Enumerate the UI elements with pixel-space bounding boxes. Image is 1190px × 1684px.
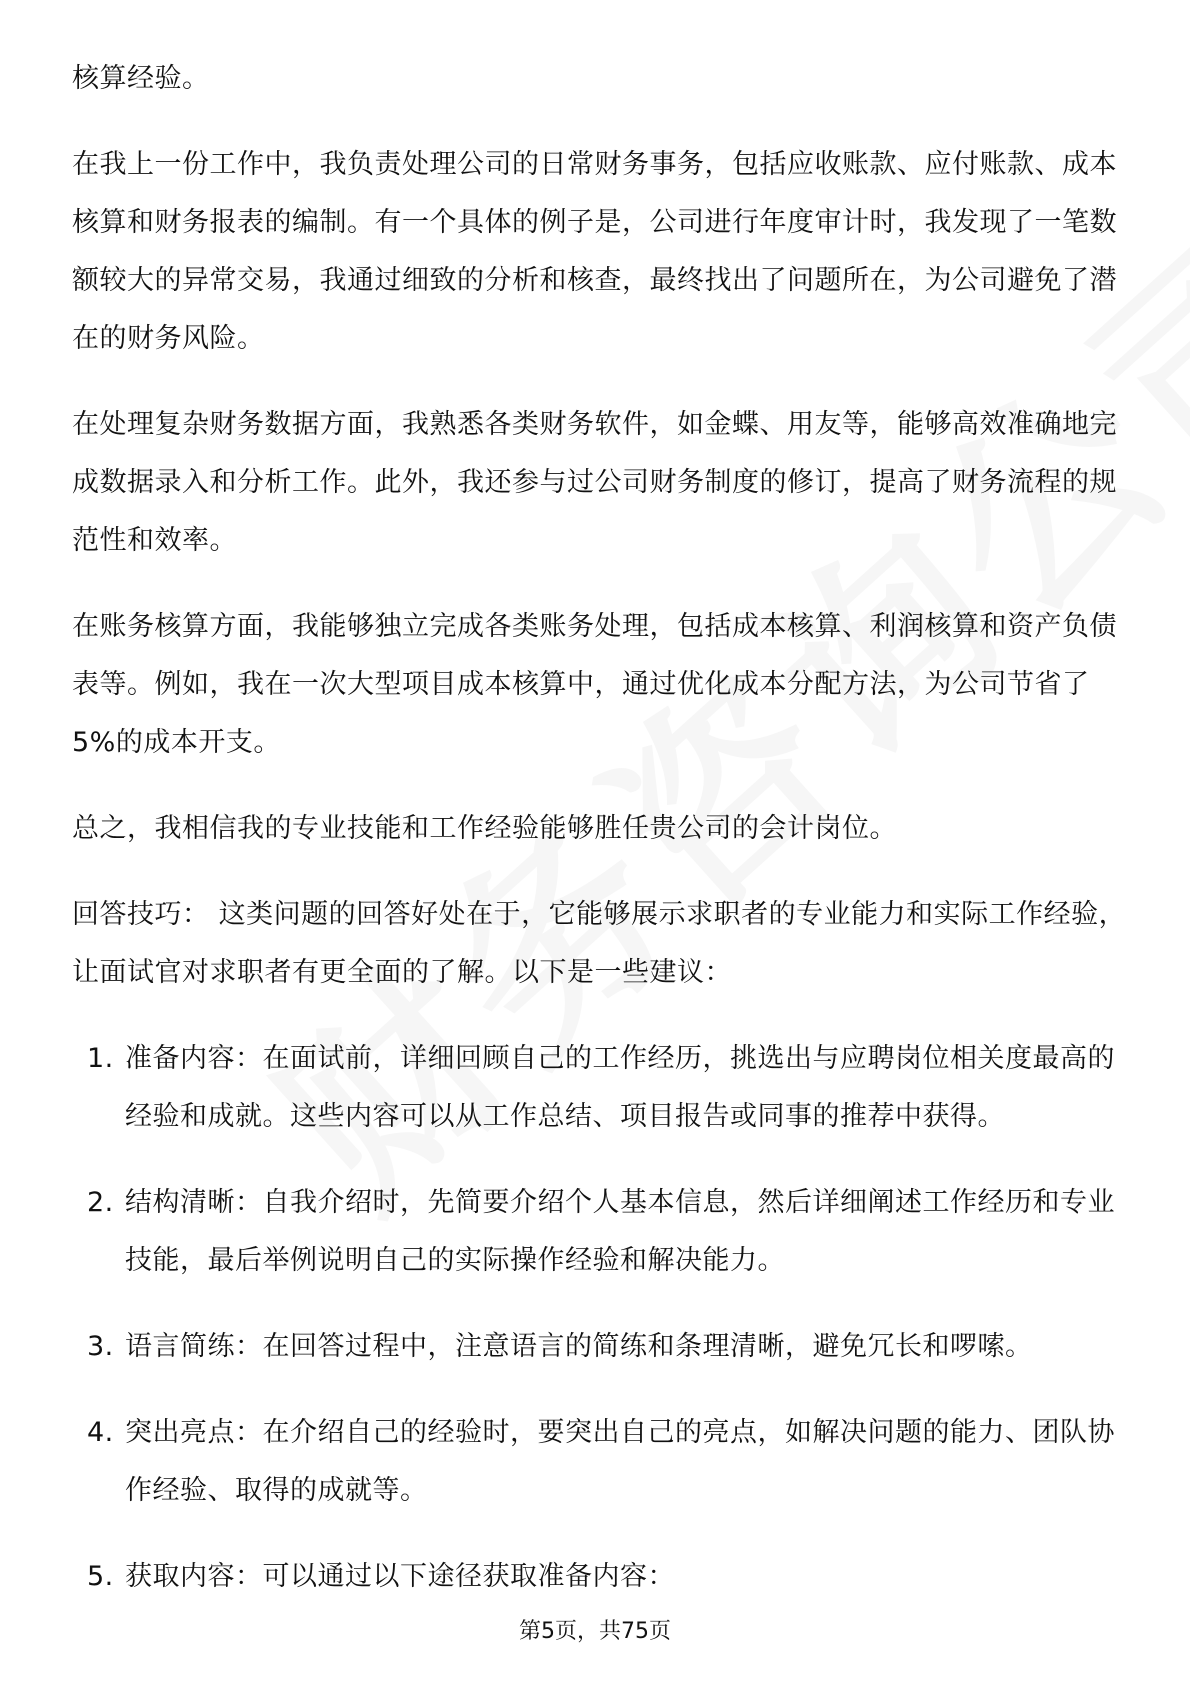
list-item-text: 获取内容：可以通过以下途径获取准备内容： bbox=[125, 1561, 675, 1592]
list-item bbox=[72, 1174, 1132, 1290]
list-item-text: 语言简练：在回答过程中，注意语言的简练和条理清晰，避免冗长和啰嗦。 bbox=[125, 1331, 1033, 1362]
list-item-text: 结构清晰：自我介绍时，先简要介绍个人基本信息，然后详细阐述工作经历和专业技能，最后举例说明自己的实际操作经验和解决能力。 bbox=[125, 1187, 1115, 1276]
document-body bbox=[72, 50, 1132, 1634]
list-item bbox=[72, 1548, 1132, 1606]
list-number: 1. bbox=[87, 1043, 114, 1074]
list-item bbox=[72, 1318, 1132, 1376]
paragraph: 在账务核算方面，我能够独立完成各类账务处理，包括成本核算、利润核算和资产负债表等。例如，我在一次大型项目成本核算中，通过优化成本分配方法，为公司节省了5%的成本开支。 bbox=[72, 611, 1117, 758]
list-number: 4. bbox=[87, 1417, 114, 1448]
list-number: 3. bbox=[87, 1331, 114, 1362]
list-number: 5. bbox=[87, 1561, 114, 1592]
list-item-text: 突出亮点：在介绍自己的经验时，要突出自己的亮点，如解决问题的能力、团队协作经验、取得的成就等。 bbox=[125, 1417, 1115, 1506]
paragraph: 回答技巧： 这类问题的回答好处在于，它能够展示求职者的专业能力和实际工作经验，让面试官对求职者有更全面的了解。以下是一些建议： bbox=[72, 899, 1127, 988]
list-item bbox=[72, 1404, 1132, 1520]
paragraph: 核算经验。 bbox=[72, 63, 210, 94]
paragraph: 在我上一份工作中，我负责处理公司的日常财务事务，包括应收账款、应付账款、成本核算和财务报表的编制。有一个具体的例子是，公司进行年度审计时，我发现了一笔数额较大的异常交易，我通过细致的分析和核查，最终找出了问题所在，为公司避免了潜在的财务风险。 bbox=[72, 149, 1117, 354]
list-number: 2. bbox=[87, 1187, 114, 1218]
list-item bbox=[72, 1030, 1132, 1146]
tips-list bbox=[72, 1030, 1132, 1606]
paragraph: 在处理复杂财务数据方面，我熟悉各类财务软件，如金蝶、用友等，能够高效准确地完成数据录入和分析工作。此外，我还参与过公司财务制度的修订，提高了财务流程的规范性和效率。 bbox=[72, 409, 1117, 556]
page-number: 第5页，共75页 bbox=[519, 1619, 671, 1644]
list-item-text: 准备内容：在面试前，详细回顾自己的工作经历，挑选出与应聘岗位相关度最高的经验和成就。这些内容可以从工作总结、项目报告或同事的推荐中获得。 bbox=[125, 1043, 1115, 1132]
paragraph: 总之，我相信我的专业技能和工作经验能够胜任贵公司的会计岗位。 bbox=[72, 813, 897, 844]
